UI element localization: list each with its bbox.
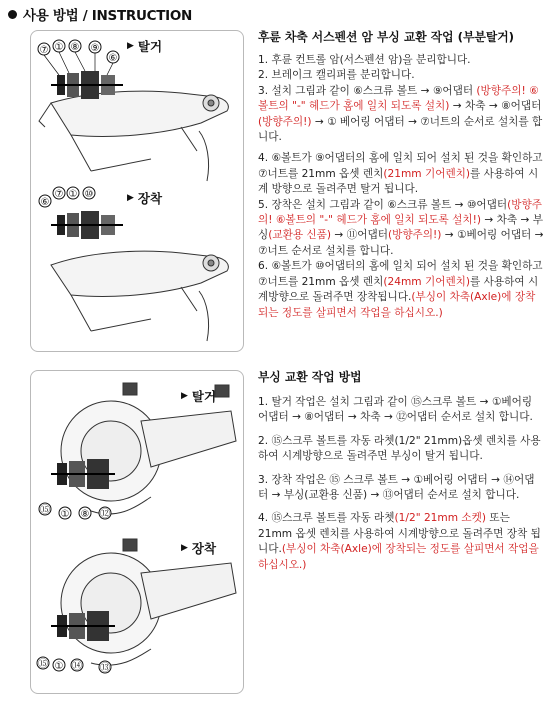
svg-text:①: ① [68, 189, 78, 200]
step-5: 5. 장착은 설치 그림과 같이 ⑥스크류 볼트 → ⑩어댑터(방향주의! ⑥볼트의 "-" 헤드가 홈에 일치 되도록 설치!) → 차축 → 부싱(교환용 신품) → ⑪어댑터(방향주의!) → ①베어링 어댑터 → ⑦너트 순서로 설치를 합니다. [258, 198, 544, 257]
step-2: 2. 브레이크 캘리퍼를 분리합니다. [258, 69, 415, 82]
install-label: ▶ 장착 [127, 191, 163, 206]
svg-text:⑦: ⑦ [54, 189, 64, 200]
axle-drawing-bottom [61, 539, 236, 665]
illustration-panel-arm [30, 30, 244, 352]
callouts-top [38, 40, 119, 75]
svg-text:⑧: ⑧ [80, 509, 90, 520]
callouts-bottom [39, 187, 95, 208]
section-title: 부싱 교환 작업 방법 [258, 370, 362, 384]
triangle-icon: ▶ [181, 543, 188, 553]
instructions-section-arm [258, 30, 544, 321]
remove-label-2: ▶ 탈거 [181, 389, 217, 404]
svg-text:⑬: ⑬ [100, 663, 110, 674]
svg-text:⑮: ⑮ [40, 505, 50, 516]
suspension-arm-drawing-top [39, 91, 228, 181]
triangle-icon: ▶ [127, 193, 134, 203]
svg-text:⑦: ⑦ [39, 45, 49, 56]
instructions-section-bushing [258, 370, 544, 573]
svg-text:⑧: ⑧ [70, 42, 80, 53]
page-title: 사용 방법 / INSTRUCTION [23, 8, 193, 24]
step-6: 6. ⑥볼트가 ⑩어댑터의 홈에 일치 되어 설치 된 것을 확인하고 ⑦너트를 21mm 옵셋 렌치(24mm 기어렌치)를 사용하여 시계방향으로 돌려주면 장착됩니다.(부싱이 차축(Axle)에 장착되는 정도를 살피면서 작업을 하십시오.) [258, 260, 543, 319]
tool-assembly-top [51, 71, 123, 99]
section-title: 후륜 차축 서스펜션 암 부싱 교환 작업 (부분탈거) [258, 30, 515, 44]
remove-label: ▶ 탈거 [127, 39, 163, 54]
callouts-bushing-bottom [37, 657, 111, 674]
callouts-bushing-top [39, 503, 111, 520]
bushing-tool-bottom [51, 611, 115, 641]
install-label-2: ▶ 장착 [181, 541, 217, 556]
suspension-arm-drawing-bottom [51, 251, 228, 341]
step-1: 1. 탈거 작업은 설치 그림과 같이 ⑮스크루 볼트 → ①베어링 어댑터 → ⑧어댑터 → 차축 → ⑫어댑터 순서로 설치 합니다. [258, 396, 533, 424]
svg-text:⑥: ⑥ [108, 53, 118, 64]
svg-text:⑨: ⑨ [90, 43, 100, 54]
triangle-icon: ▶ [127, 41, 134, 51]
step-4: 4. ⑥볼트가 ⑨어댑터의 홈에 일치 되어 설치 된 것을 확인하고 ⑦너트를 21mm 옵셋 렌치(21mm 기어렌치)를 사용하여 시계 방향으로 돌려주면 탈거 됩니다. [258, 152, 543, 196]
svg-text:⑭: ⑭ [72, 661, 82, 672]
bushing-tool-top [51, 459, 115, 489]
svg-text:⑮: ⑮ [38, 659, 48, 670]
svg-text:⑫: ⑫ [100, 509, 110, 520]
bushing-illustration [31, 371, 244, 694]
page-header [8, 5, 192, 23]
tool-assembly-bottom [51, 211, 123, 239]
step-2: 2. ⑮스크루 볼트를 자동 라쳇(1/2" 21mm)옵셋 렌치를 사용하여 시계방향으로 돌려주면 부싱이 탈거 됩니다. [258, 434, 541, 463]
step-3: 3. 설치 그림과 같이 ⑥스크류 볼트 → ⑨어댑터 (방향주의! ⑥볼트의 "-" 헤드가 홈에 일치 되도록 설치) → 차축 → ⑧어댑터(방향주의!) → ① 베어링 어댑터 → ⑦너트의 순서로 설치를 합니다. [258, 84, 543, 144]
step-4: 4. ⑮스크루 볼트를 자동 라쳇(1/2" 21mm 소켓) 또는 21mm 옵셋 렌치를 사용하여 시계방향으로 돌려주면 장착 됩니다.(부싱이 차축(Axle)에 장착되는 정도를 살피면서 작업을 하십시오.) [258, 512, 541, 571]
svg-text:⑥: ⑥ [40, 197, 50, 208]
triangle-icon: ▶ [181, 391, 188, 401]
step-1: 1. 후륜 컨트롤 암(서스펜션 암)을 분리합니다. [258, 54, 471, 66]
illustration-panel-bushing [30, 370, 244, 694]
svg-text:①: ① [54, 42, 64, 53]
bullet-icon [8, 10, 17, 19]
step-3: 3. 장착 작업은 ⑮ 스크루 볼트 → ①베어링 어댑터 → ⑭어댑터 → 부싱(교환용 신품) → ⑬어댑터 순서로 설치 합니다. [258, 473, 535, 502]
svg-text:①: ① [54, 661, 64, 672]
svg-text:①: ① [60, 509, 70, 520]
svg-text:⑩: ⑩ [84, 189, 94, 200]
